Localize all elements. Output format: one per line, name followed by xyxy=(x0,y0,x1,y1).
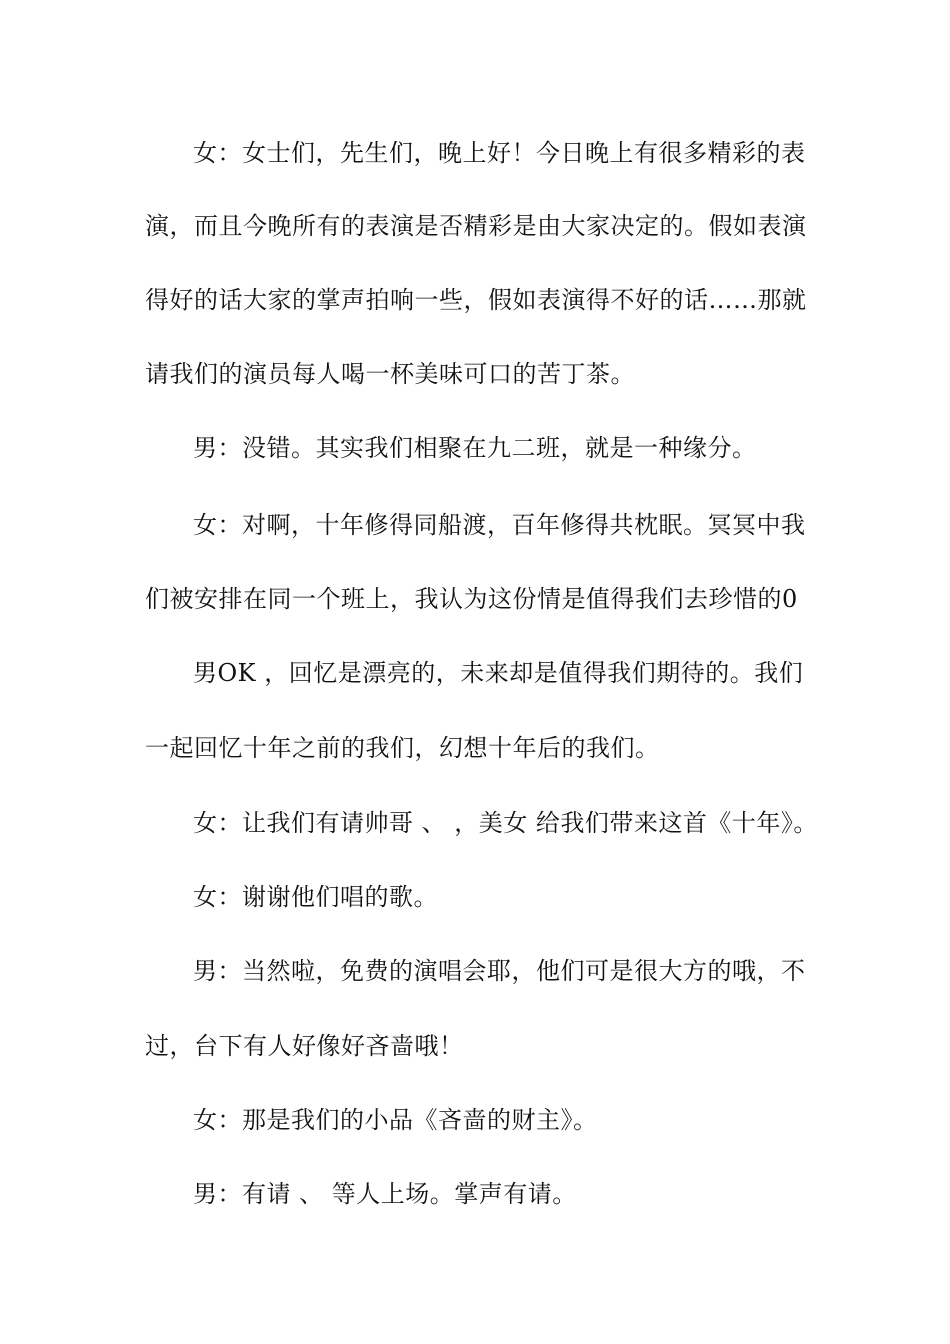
paragraph-line: 得好的话大家的掌声拍响一些，假如表演得不好的话……那就 xyxy=(145,286,807,314)
paragraph-line: 过，台下有人好像好吝啬哦！ xyxy=(145,1032,464,1060)
paragraph-line: 女：让我们有请帅哥 、 ，美女 给我们带来这首《十年》。 xyxy=(193,809,818,837)
paragraph-line: 女：那是我们的小品《吝啬的财主》。 xyxy=(193,1106,598,1134)
paragraph-line: 女：对啊，十年修得同船渡，百年修得共枕眠。冥冥中我 xyxy=(193,511,806,539)
paragraph-line: 男：没错。其实我们相聚在九二班，就是一种缘分。 xyxy=(193,434,757,462)
paragraph-line: 男OK ，回忆是漂亮的，未来却是值得我们期待的。我们 xyxy=(193,659,804,687)
paragraph-line: 男：有请 、 等人上场。掌声有请。 xyxy=(193,1180,577,1208)
paragraph-line: 演，而且今晚所有的表演是否精彩是由大家决定的。假如表演 xyxy=(145,212,807,240)
paragraph-line: 们被安排在同一个班上，我认为这份情是值得我们去珍惜的0 xyxy=(145,585,798,613)
paragraph-line: 女：谢谢他们唱的歌。 xyxy=(193,883,438,911)
paragraph-line: 一起回忆十年之前的我们，幻想十年后的我们。 xyxy=(145,734,660,762)
paragraph-line: 女：女士们，先生们，晚上好！今日晚上有很多精彩的表 xyxy=(193,139,806,167)
paragraph-line: 男：当然啦，免费的演唱会耶，他们可是很大方的哦，不 xyxy=(193,957,806,985)
paragraph-line: 请我们的演员每人喝一杯美味可口的苦丁茶。 xyxy=(145,360,635,388)
